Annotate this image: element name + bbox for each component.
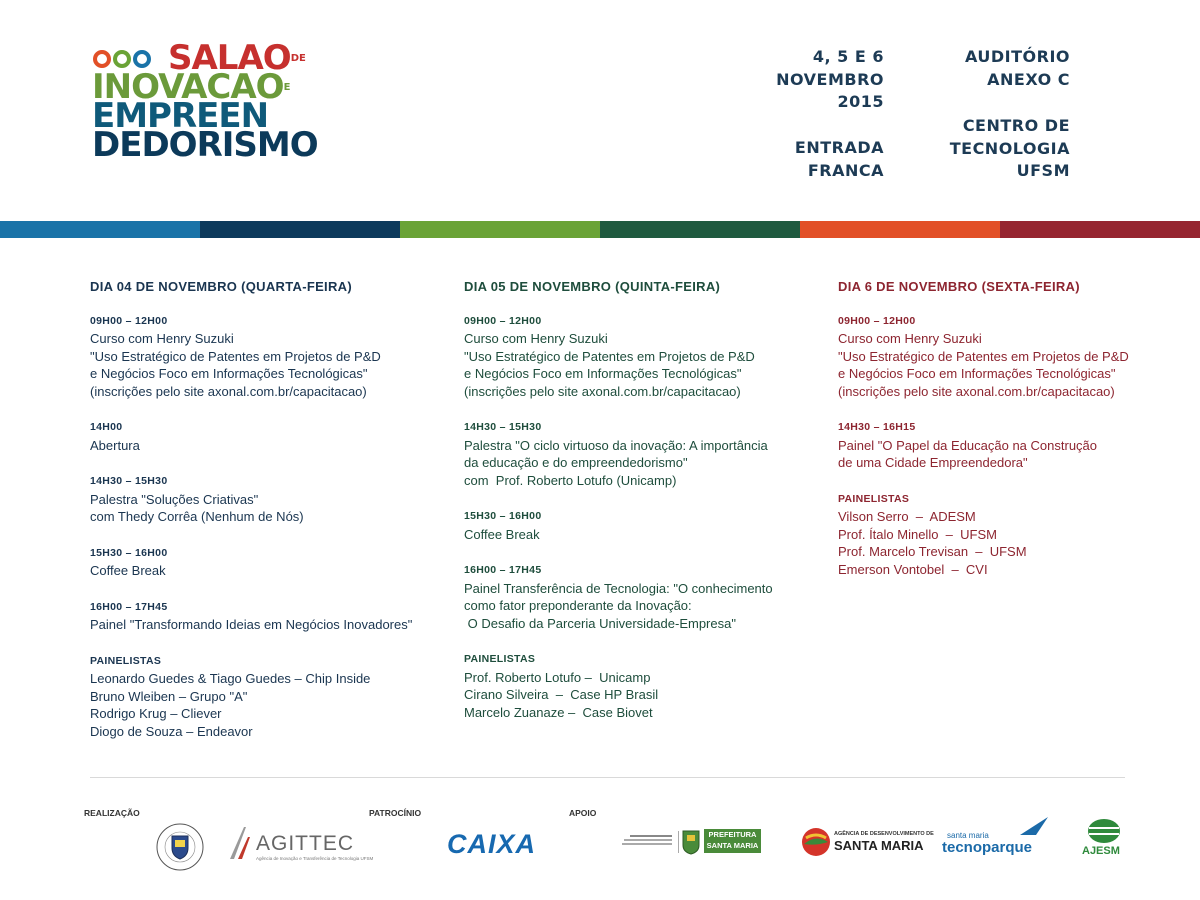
venue-building: [950, 115, 1070, 183]
date-line: 2015: [837, 92, 884, 111]
schedule-time: 09H00 – 12H00: [464, 314, 542, 327]
schedule-line: Painel "O Papel da Educação na Construção: [838, 437, 1098, 453]
entry-line: FRANCA: [807, 160, 884, 180]
schedule-line: O Desafio da Parceria Universidade-Empresa": [464, 615, 736, 631]
prefeitura-badge: [704, 829, 761, 853]
ajesm-globe-icon: [1086, 818, 1122, 844]
day-title: DIA 6 DE NOVEMBRO (SEXTA-FEIRA): [838, 279, 1080, 294]
schedule-time: 14H30 – 15H30: [464, 421, 542, 433]
tecnoparque-logo: tecnoparque: [942, 839, 1033, 856]
schedule-line: "Uso Estratégico de Patentes em Projetos de P&D: [90, 348, 381, 364]
day-title: DIA 04 DE NOVEMBRO (QUARTA-FEIRA): [90, 279, 352, 294]
schedule-block: [90, 599, 430, 634]
schedule-time: 09H00 – 12H00: [90, 314, 168, 327]
date-line: NOVEMBRO: [776, 69, 884, 89]
schedule-line: "Uso Estratégico de Patentes em Projetos de P&D: [838, 348, 1129, 364]
schedule-block: [838, 491, 1178, 579]
event-logo: [92, 38, 322, 165]
schedule-line: (inscrições pelo site axonal.com.br/capacitacao): [90, 383, 367, 399]
schedule-line: Marcelo Zuanaze – Case Biovet: [464, 704, 653, 720]
schedule-time: 15H30 – 16H00: [464, 510, 542, 522]
schedule-line: Curso com Henry Suzuki: [838, 331, 982, 346]
santa-maria-label: SANTA MARIA: [706, 841, 759, 850]
entry-info: [795, 137, 884, 182]
schedule-line: Curso com Henry Suzuki: [90, 331, 234, 346]
schedule-line: e Negócios Foco em Informações Tecnológicas": [838, 366, 1116, 381]
schedule-line: Rodrigo Krug – Cliever: [90, 706, 222, 721]
schedule-line: Vilson Serro – ADESM: [838, 509, 976, 524]
tecnoparque-swoosh-icon: [1018, 815, 1050, 837]
schedule-block: [464, 419, 804, 489]
logo-line-3: EMPREEN: [92, 96, 269, 136]
schedule-time: 16H00 – 17H45: [464, 564, 542, 576]
event-dates: [776, 46, 884, 114]
prefeitura-label: PREFEITURA: [708, 830, 757, 839]
schedule-line: (inscrições pelo site axonal.com.br/capacitacao): [838, 383, 1115, 399]
schedule-time: PAINELISTAS: [90, 654, 162, 667]
rings-icon: [92, 48, 156, 70]
schedule-time: 14H00: [90, 421, 123, 433]
strip-segment: [600, 221, 800, 238]
agittec-mark-icon: [228, 823, 258, 861]
schedule-time: PAINELISTAS: [838, 492, 910, 505]
logo-line-1-small: DE: [290, 53, 306, 64]
logo-line-2: INOVACAO: [92, 67, 284, 107]
venue-line: AUDITÓRIO: [964, 47, 1070, 66]
caixa-logo: CAIXA: [447, 829, 537, 859]
schedule-block: [838, 313, 1178, 401]
schedule-block: [90, 473, 430, 526]
day-column-2: [464, 278, 804, 740]
ufsm-seal-icon: [152, 822, 208, 872]
strip-segment: [800, 221, 1000, 238]
schedule-line: e Negócios Foco em Informações Tecnológicas": [90, 366, 368, 381]
schedule-time: PAINELISTAS: [464, 653, 536, 665]
ajesm-logo: AJESM: [1082, 845, 1120, 857]
schedule-block: [464, 562, 804, 632]
label-apoio: APOIO: [569, 808, 597, 818]
agittec-subtitle: Agência de Inovação e Transferência de Tecnologia UFSM: [256, 856, 374, 861]
venue-room: [965, 46, 1070, 91]
ads-logo: SANTA MARIA: [834, 838, 924, 853]
santa-maria-crest-icon: [681, 829, 701, 855]
schedule-line: "Uso Estratégico de Patentes em Projetos de P&D: [464, 348, 755, 364]
venue-line: UFSM: [1016, 161, 1070, 180]
venue-line: CENTRO DE: [962, 116, 1070, 135]
ads-top-text: AGÊNCIA DE DESENVOLVIMENTO DE: [834, 831, 934, 837]
strip-segment: [200, 221, 400, 238]
schedule-line: Coffee Break: [464, 526, 540, 542]
schedule-line: Palestra "Soluções Criativas": [90, 491, 259, 507]
schedule-block: [90, 545, 430, 580]
schedule-block: [464, 508, 804, 543]
schedule-line: Coffee Break: [90, 563, 166, 578]
schedule-time: 15H30 – 16H00: [90, 546, 168, 559]
schedule-block: [90, 653, 430, 741]
schedule-line: como fator preponderante da Inovação:: [464, 598, 692, 613]
secretaria-text-block: [620, 831, 679, 853]
schedule-line: de uma Cidade Empreendedora": [838, 455, 1028, 470]
schedule-block: [90, 313, 430, 401]
schedule-line: Prof. Ítalo Minello – UFSM: [838, 526, 997, 542]
day-column-1: [90, 278, 430, 759]
ads-flag-icon: [800, 826, 832, 858]
agittec-logo: AGITTEC: [256, 832, 355, 855]
schedule-time: 16H00 – 17H45: [90, 600, 168, 613]
logo-line-4: DEDORISMO: [92, 125, 318, 165]
label-patrocinio: PATROCÍNIO: [369, 808, 422, 818]
strip-segment: [400, 221, 600, 238]
schedule-line: com Prof. Roberto Lotufo (Unicamp): [464, 472, 677, 488]
schedule-line: com Thedy Corrêa (Nenhum de Nós): [90, 509, 304, 524]
schedule-line: Curso com Henry Suzuki: [464, 331, 608, 346]
logo-line-1: SALAO: [168, 38, 291, 78]
footer-divider: [90, 777, 1125, 778]
schedule-time: 14H30 – 16H15: [838, 421, 916, 433]
schedule-block: [838, 419, 1178, 472]
entry-line: ENTRADA: [794, 138, 884, 157]
schedule-line: Cirano Silveira – Case HP Brasil: [464, 687, 659, 702]
schedule-line: (inscrições pelo site axonal.com.br/capacitacao): [464, 383, 741, 399]
schedule-line: Leonardo Guedes & Tiago Guedes – Chip Inside: [90, 671, 371, 686]
day-title: DIA 05 DE NOVEMBRO (QUINTA-FEIRA): [464, 279, 721, 294]
tecnoparque-small: santa maria: [947, 831, 989, 840]
venue-line: TECNOLOGIA: [949, 138, 1070, 158]
strip-segment: [1000, 221, 1200, 238]
schedule-line: Painel "Transformando Ideias em Negócios Inovadores": [90, 617, 413, 632]
schedule-block: [90, 419, 430, 454]
schedule-line: Prof. Roberto Lotufo – Unicamp: [464, 669, 651, 685]
schedule-line: e Negócios Foco em Informações Tecnológicas": [464, 366, 742, 381]
schedule-line: Bruno Wleiben – Grupo "A": [90, 688, 248, 704]
date-line: 4, 5 E 6: [812, 47, 884, 66]
schedule-block: [464, 651, 804, 721]
schedule-line: Emerson Vontobel – CVI: [838, 561, 988, 577]
color-strip: [0, 221, 1200, 238]
schedule-line: Prof. Marcelo Trevisan – UFSM: [838, 544, 1027, 559]
schedule-time: 09H00 – 12H00: [838, 314, 916, 327]
schedule-block: [464, 313, 804, 401]
venue-line: ANEXO C: [987, 69, 1070, 89]
schedule-line: Abertura: [90, 437, 140, 453]
schedule-line: Painel Transferência de Tecnologia: "O conhecimento: [464, 580, 773, 596]
schedule-line: Palestra "O ciclo virtuoso da inovação: A importância: [464, 437, 768, 453]
day-column-3: [838, 278, 1178, 597]
label-realizacao: REALIZAÇÃO: [84, 808, 140, 818]
logo-line-2-small: E: [283, 82, 291, 93]
schedule-line: Diogo de Souza – Endeavor: [90, 723, 253, 739]
schedule-line: da educação e do empreendedorismo": [464, 455, 688, 470]
schedule-time: 14H30 – 15H30: [90, 475, 168, 487]
strip-segment: [0, 221, 200, 238]
